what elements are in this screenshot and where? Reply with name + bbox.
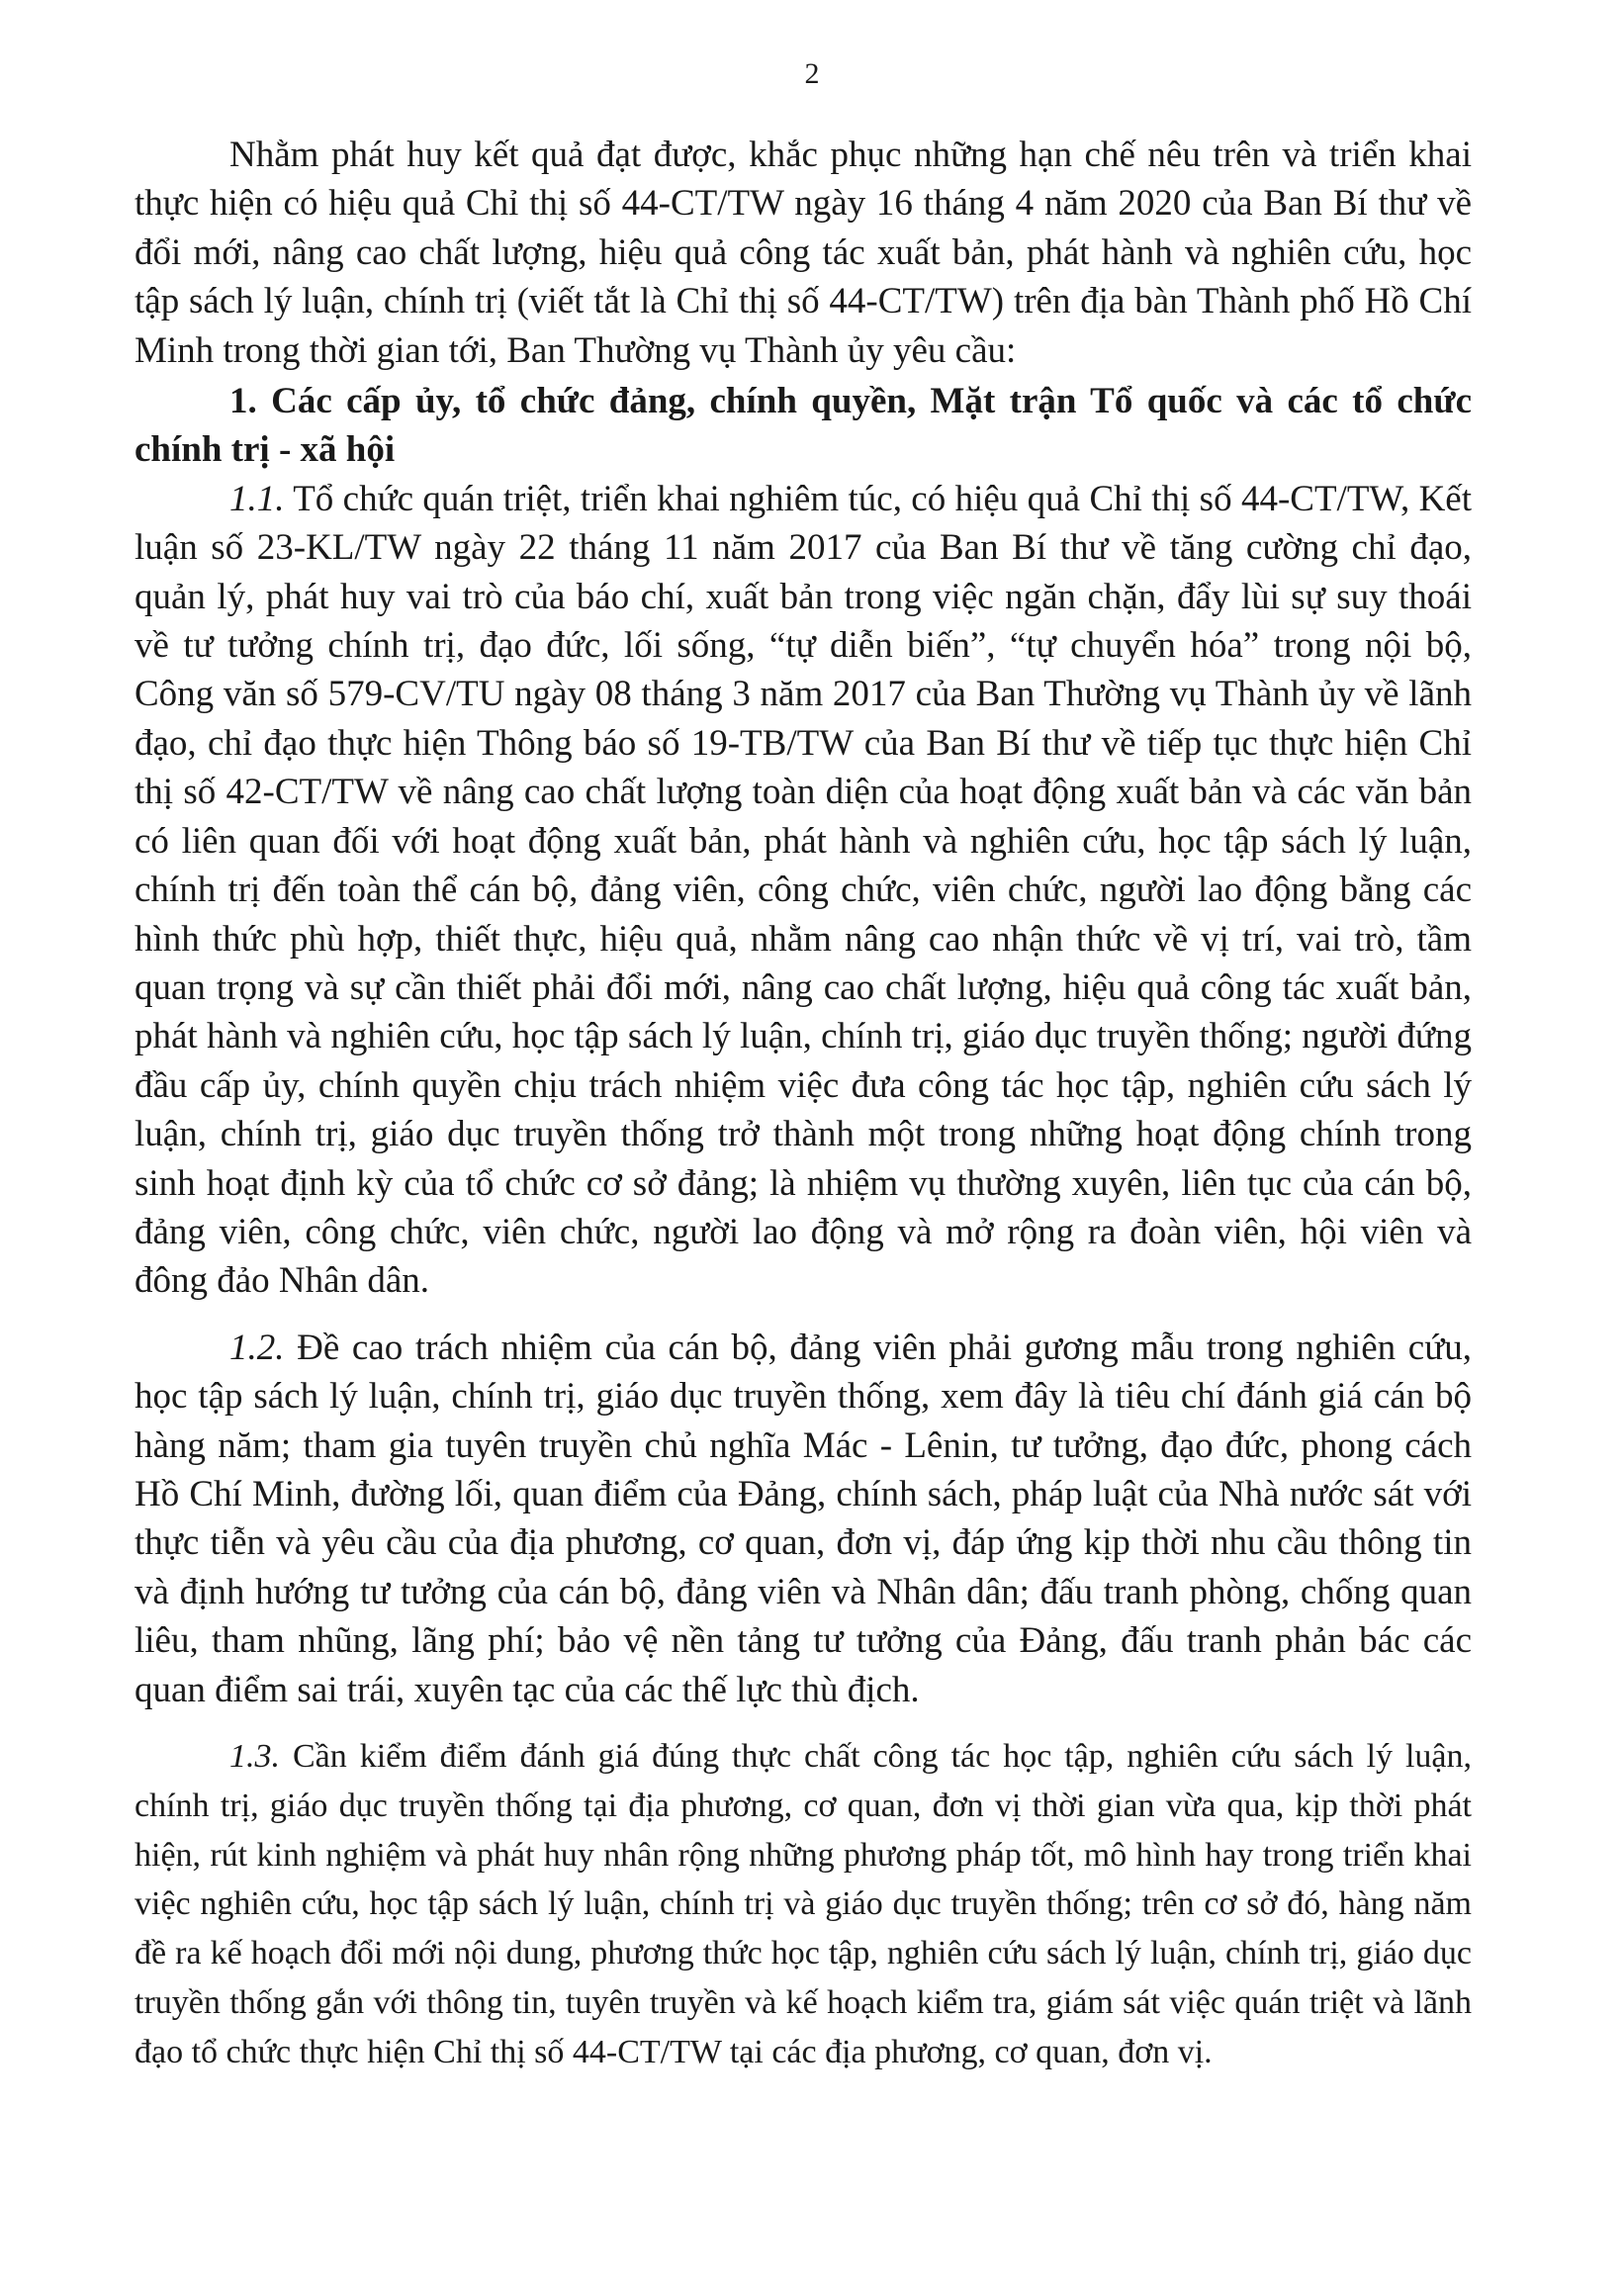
paragraph-1-1-text: Tổ chức quán triệt, triển khai nghiêm túc, có hiệu quả Chỉ thị số 44-CT/TW, Kết luận số 23-KL/TW ngày 22 tháng 11 năm 2017 của Ban Bí thư về tăng cường chỉ đạo, quản lý, phát huy vai trò của báo chí, xuất bản trong việc ngăn chặn, đẩy lùi sự suy thoái về tư tưởng chính trị, đạo đức, lối sống, “tự diễn biến”, “tự chuyển hóa” trong nội bộ, Công văn số 579-CV/TU ngày 08 tháng 3 năm 2017 của Ban Thường vụ Thành ủy về lãnh đạo, chỉ đạo thực hiện Thông báo số 19-TB/TW của Ban Bí thư về tiếp tục thực hiện Chỉ thị số 42-CT/TW về nâng cao chất lượng toàn diện của hoạt động xuất bản và các văn bản có liên quan đối với hoạt động xuất bản, phát hành và nghiên cứu, học tập sách lý luận, chính trị đến toàn thể cán bộ, đảng viên, công chức, viên chức, người lao động bằng các hình thức phù hợp, thiết thực, hiệu quả, nhằm nâng cao nhận thức về vị trí, vai trò, tầm quan trọng và sự cần thiết phải đổi mới, nâng cao chất lượng, hiệu quả công tác xuất bản, phát hành và nghiên cứu, học tập sách lý luận, chính trị, giáo dục truyền thống; người đứng đầu cấp ủy, chính quyền chịu trách nhiệm việc đưa công tác học tập, nghiên cứu sách lý luận, chính trị, giáo dục truyền thống trở thành một trong những hoạt động chính trong sinh hoạt định kỳ của tổ chức cơ sở đảng; là nhiệm vụ thường xuyên, liên tục của cán bộ, đảng viên, công chức, viên chức, người lao động và mở rộng ra đoàn viên, hội viên và đông đảo Nhân dân. [135, 478, 1472, 1302]
paragraph-1-3 [135, 1732, 1472, 2077]
page-number: 2 [804, 57, 820, 90]
paragraph-1-1 [135, 475, 1472, 1306]
section-heading-1: 1. Các cấp ủy, tổ chức đảng, chính quyền, Mặt trận Tổ quốc và các tổ chức chính trị - xã hội [135, 381, 1472, 471]
document-body [135, 131, 1472, 2077]
paragraph-1-3-label: 1.3. [229, 1738, 280, 1775]
paragraph-1-1-label: 1.1. [229, 478, 285, 519]
paragraph-1-2-label: 1.2. [229, 1327, 285, 1368]
paragraph-1-3-text: Cần kiểm điểm đánh giá đúng thực chất công tác học tập, nghiên cứu sách lý luận, chính trị, giáo dục truyền thống tại địa phương, cơ quan, đơn vị thời gian vừa qua, kịp thời phát hiện, rút kinh nghiệm và phát huy nhân rộng những phương pháp tốt, mô hình hay trong triển khai việc nghiên cứu, học tập sách lý luận, chính trị và giáo dục truyền thống; trên cơ sở đó, hàng năm đề ra kế hoạch đổi mới nội dung, phương thức học tập, nghiên cứu sách lý luận, chính trị, giáo dục truyền thống gắn với thông tin, tuyên truyền và kế hoạch kiểm tra, giám sát việc quán triệt và lãnh đạo tổ chức thực hiện Chỉ thị số 44-CT/TW tại các địa phương, cơ quan, đơn vị. [135, 1738, 1473, 2070]
intro-paragraph: Nhằm phát huy kết quả đạt được, khắc phục những hạn chế nêu trên và triển khai thực hiện có hiệu quả Chỉ thị số 44-CT/TW ngày 16 tháng 4 năm 2020 của Ban Bí thư về đổi mới, nâng cao chất lượng, hiệu quả công tác xuất bản, phát hành và nghiên cứu, học tập sách lý luận, chính trị (viết tắt là Chỉ thị số 44-CT/TW) trên địa bàn Thành phố Hồ Chí Minh trong thời gian tới, Ban Thường vụ Thành ủy yêu cầu: [135, 135, 1472, 371]
paragraph-1-2 [135, 1324, 1472, 1714]
paragraph-1-2-text: Đề cao trách nhiệm của cán bộ, đảng viên phải gương mẫu trong nghiên cứu, học tập sách lý luận, chính trị, giáo dục truyền thống, xem đây là tiêu chí đánh giá cán bộ hàng năm; tham gia tuyên truyền chủ nghĩa Mác - Lênin, tư tưởng, đạo đức, phong cách Hồ Chí Minh, đường lối, quan điểm của Đảng, chính sách, pháp luật của Nhà nước sát với thực tiễn và yêu cầu của địa phương, cơ quan, đơn vị, đáp ứng kịp thời nhu cầu thông tin và định hướng tư tưởng của cán bộ, đảng viên và Nhân dân; đấu tranh phòng, chống quan liêu, tham nhũng, lãng phí; bảo vệ nền tảng tư tưởng của Đảng, đấu tranh phản bác các quan điểm sai trái, xuyên tạc của các thế lực thù địch. [135, 1327, 1472, 1710]
